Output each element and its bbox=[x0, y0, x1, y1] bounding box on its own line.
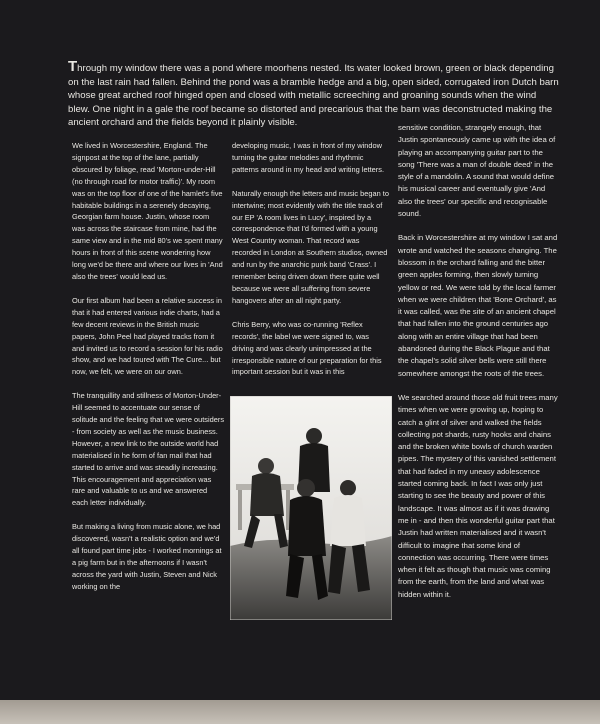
paragraph: We lived in Worcestershire, England. The signpost at the top of the lane, partially obscured by foliage, read 'Morton-under-Hill (no through road for motor traffic)'. My room was on the top floor of one of the hamlet's five habitable buildings in a serenely decaying, Georgian farm house. Justin, whose room was across the staircase from mine, had the same view and in the mid 80's we spent many hours in front of this scene wondering how long we'd be there and where our lives in 'And also the trees' would lead us. bbox=[72, 141, 223, 281]
paragraph: sensitive condition, strangely enough, that Justin spontaneously came up with the idea of playing an accompanying guitar part to the song 'There was a man of double deed' in the style of a mandolin. A sound that would define his musical career and eventually give 'And also the trees' our specific and recognisable sound. bbox=[398, 123, 556, 219]
paragraph: The tranquillity and stillness of Morton-Under-Hill seemed to accentuate our sense of solitude and the feeling that we were outsiders - from society as well as the music business. However, a new link to the outside world had materialised in he form of fan mail that had started to arrive and was steadily increasing. This encouragement and appreciation was rare and valuable to us and we answered each letter individually. bbox=[72, 391, 225, 508]
drop-cap: T bbox=[68, 58, 78, 75]
band-photo bbox=[230, 396, 392, 620]
text-column-2 bbox=[232, 140, 390, 390]
intro-paragraph bbox=[68, 60, 560, 130]
paragraph: Our first album had been a relative success in that it had entered various indie charts, had a few decent reviews in the British music papers, John Peel had played tracks from it and invited us to record a session for his radio show, and we had toured with The Cure... but now, we felt, we were on our own. bbox=[72, 295, 223, 377]
text-column-3 bbox=[398, 122, 558, 613]
text-column-1 bbox=[72, 140, 224, 605]
paragraph: Back in Worcestershire at my window I sat and wrote and watched the seasons changing. The blossom in the orchard falling and the bitter green apples forming, then slowly turning yellow or red. We were told by the local farmer when we were children that 'Bone Orchard', as it was called, was the site of an ancient chapel that had fallen into the ground centuries ago along with an entire village that had been abandoned during the Black Plague and that the chapel's solid silver bells were still there somewhere amongst the roots of the trees. bbox=[398, 233, 558, 378]
intro-text: hrough my window there was a pond where moorhens nested. Its water looked brown, green or black depending on the last rain had fallen. Behind the pond was a bramble hedge and a big, open sided, corrugated iron Dutch barn whose great arched roof hinged open and closed with metallic screeching and groaning sounds when the wind blew. One night in a gale the roof became so distorted and precarious that the barn was deconstructed making the ancient orchard and the fields beyond it plainly visible. bbox=[68, 63, 559, 129]
paragraph: Chris Berry, who was co-running 'Reflex records', the label we were signed to, was driving and was clearly unimpressed at the irresponsible nature of our preparation for this important session but it was in this bbox=[232, 319, 382, 377]
band-photo-image bbox=[230, 396, 392, 620]
paragraph: developing music, I was in front of my window turning the guitar melodies and rhythmic patterns around in my head and writing letters. bbox=[232, 141, 385, 174]
paragraph: But making a living from music alone, we had discovered, wasn't a realistic option and we'd all found part time jobs - I worked mornings at a pig farm but in the afternoons if I wasn't across the yard with Justin, Steven and Nick working on the bbox=[72, 522, 222, 591]
page-edge bbox=[0, 700, 600, 724]
paragraph: Naturally enough the letters and music began to intertwine; most evidently with the title track of our EP 'A room lives in Lucy', inspired by a correspondence that I'd formed with a young West Country woman. That record was recorded in London at Southern studios, owned and run by the anarchic punk band 'Crass'. I remember being driven down there quite well because we were all suffering from severe hangovers after an all night party. bbox=[232, 188, 389, 305]
paragraph: We searched around those old fruit trees many times when we were growing up, hoping to catch a glint of silver and walked the fields collecting pot shards, rusty hooks and chains and the broken white bowls of church warden pipes. The mystery of this vanished settlement that had faded in my uneasy adolescence started coming back. In fact I was only just starting to see the beauty and power of this landscape. It was almost as if it was drawing me in - and then this wonderful guitar part that Justin had written materialised and it wasn't difficult to imagine that some kind of connection was occurring. There were times when it felt as though that music was coming from the earth, from the land and what was hidden within it. bbox=[398, 392, 558, 599]
